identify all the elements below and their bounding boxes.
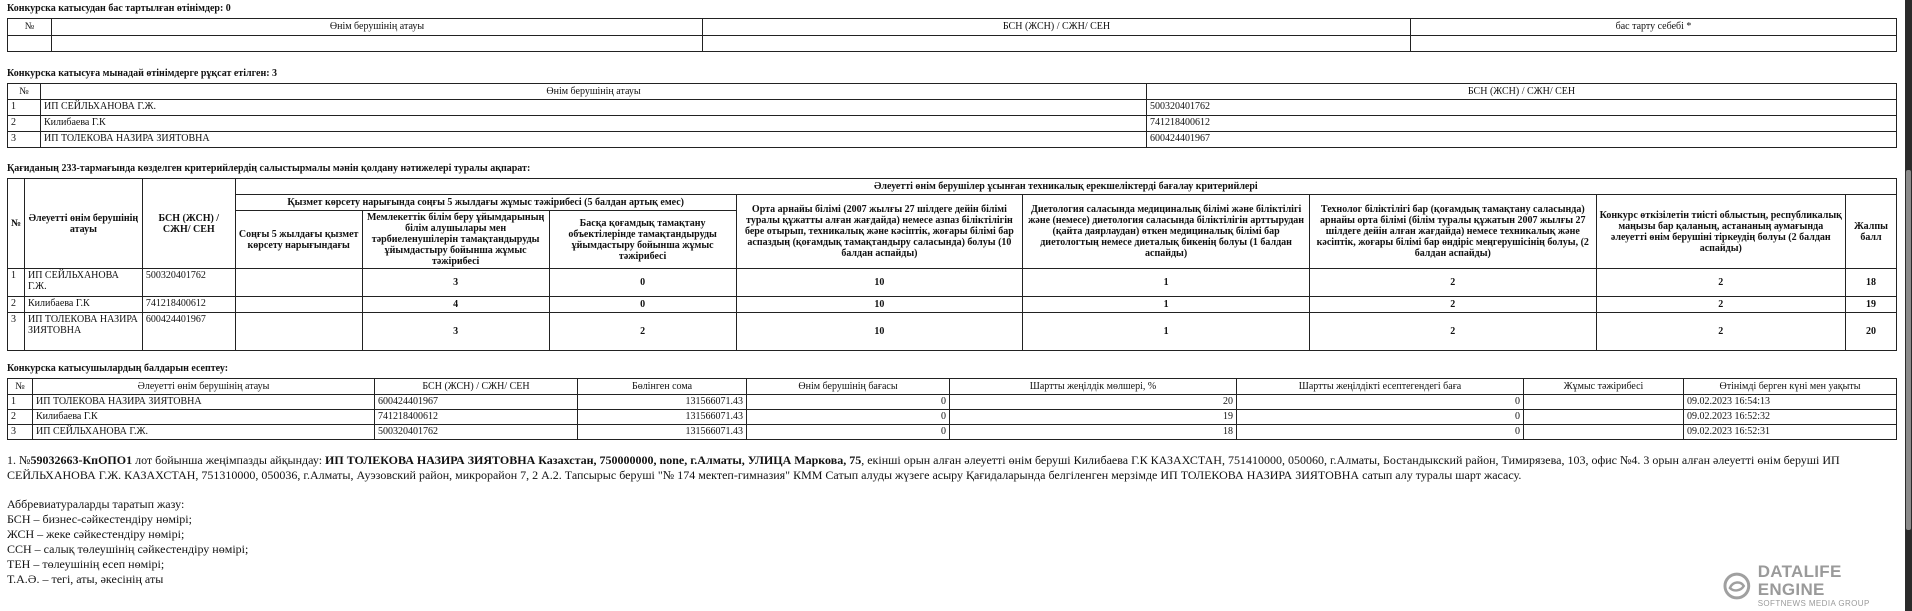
- supplier-name: Килибаева Г.К: [33, 410, 375, 425]
- col-region: Конкурс өткізілетін тиісті облыстың, республикалық маңызы бар қаланың, астананың аумағында әлеуетті өнім берушіні тіркеудің болуы (2 балдан аспайды): [1596, 195, 1845, 269]
- col-discount-percent: Шартты жеңілдік мөлшері, %: [950, 379, 1237, 395]
- supplier-bin: 741218400612: [1147, 116, 1897, 132]
- col-bin: БСН (ЖСН) / СЖН/ СЕН: [375, 379, 578, 395]
- lot-number: 59032663-КпОПО1: [30, 453, 133, 467]
- table-row: 2 Килибаева Г.К 741218400612 4 0 10 1 2 2 19: [8, 297, 1897, 313]
- admitted-table: [7, 83, 1897, 148]
- supplier-name: ИП ТОЛЕКОВА НАЗИРА ЗИЯТОВНА: [41, 132, 1147, 148]
- abbreviation-item: ТЕН – төлеушінің есеп нөмірі;: [7, 557, 165, 571]
- supplier-bin: 500320401762: [375, 425, 578, 440]
- col-exp-last5: Соңғы 5 жылдағы қызмет көрсету нарығындағы: [235, 211, 362, 269]
- watermark-brand: DATALIFE ENGINE: [1757, 562, 1842, 599]
- col-total: Жалпы балл: [1845, 195, 1896, 269]
- col-num: №: [8, 84, 41, 100]
- supplier-bin: 500320401762: [142, 269, 235, 297]
- supplier-bin: 500320401762: [1147, 100, 1897, 116]
- experience-group-header: Қызмет көрсету нарығында соңғы 5 жылдағы жұмыс тәжірибесі (5 балдан артық емес): [235, 195, 736, 211]
- supplier-name: ИП ТОЛЕКОВА НАЗИРА ЗИЯТОВНА: [33, 395, 375, 410]
- col-technologist: Технолог біліктілігі бар (қоғамдық тамақтану саласында) арнайы орта білімі (білім туралы құжатын 2007 жылғы 27 шілдеге дейін алған жағдайда) немесе техникалық және кәсіптік, жоғары білімі бар өндіріс меңгерушісінің болуы, (2 балдан аспайды): [1309, 195, 1596, 269]
- total-score: 20: [1845, 313, 1896, 351]
- col-num: №: [8, 379, 33, 395]
- col-refusal-reason: бас тарту себебі *: [1411, 19, 1897, 36]
- col-supplier-name: Әлеуетті өнім берушінің атауы: [33, 379, 375, 395]
- table-row: 3 ИП ТОЛЕКОВА НАЗИРА ЗИЯТОВНА 600424401967 3 2 10 1 2 2 20: [8, 313, 1897, 351]
- scrollbar-thumb[interactable]: [1906, 170, 1911, 530]
- datalife-logo-icon: [1722, 571, 1752, 601]
- col-dietologist: Диетология саласында медициналық білімі және біліктілігі және (немесе) диетология саласында біліктілігін арттырудан (қайта даярлаудан) өткен медициналық білімі бар диетологтың немесе диеталық бикенің болуы (1 балдан аспайды): [1023, 195, 1310, 269]
- supplier-name: ИП СЕЙЛЬХАНОВА Г.Ж.: [24, 269, 142, 297]
- watermark-sub: SOFTNEWS MEDIA GROUP: [1757, 599, 1870, 608]
- supplier-name: ИП ТОЛЕКОВА НАЗИРА ЗИЯТОВНА: [24, 313, 142, 351]
- criteria-table: [7, 178, 1897, 351]
- supplier-bin: 600424401967: [375, 395, 578, 410]
- table-row: 2 Килибаева Г.К 741218400612: [8, 116, 1897, 132]
- abbreviations-title: Аббревиатураларды таратып жазу:: [7, 497, 185, 511]
- criteria-group-header: Әлеуетті өнім берушілер ұсынған техникалық ерекшеліктерді бағалау критерийлері: [235, 179, 1896, 195]
- col-exp-state: Мемлекеттік білім беру ұйымдарының білім алушылары мен тәрбиеленушілерін тамақтандыруды ұйымдастыру бойынша жұмыс тәжірибесі: [362, 211, 549, 269]
- total-score: 19: [1845, 297, 1896, 313]
- table-row: 1 ИП ТОЛЕКОВА НАЗИРА ЗИЯТОВНА 600424401967 131566071.43 0 20 0 09.02.2023 16:54:13: [8, 395, 1897, 410]
- col-allocated-sum: Бөлінген сома: [578, 379, 747, 395]
- winner-info: ИП ТОЛЕКОВА НАЗИРА ЗИЯТОВНА Казахстан, 750000000, none, г.Алматы, УЛИЦА Маркова, 75: [325, 453, 862, 467]
- col-bin: БСН (ЖСН) / СЖН/ СЕН: [703, 19, 1411, 36]
- col-submission-datetime: Өтінімді берген күні мен уақыты: [1684, 379, 1897, 395]
- abbreviation-item: Т.А.Ә. – тегі, аты, әкесінің аты: [7, 572, 164, 586]
- table-row: 3 ИП ТОЛЕКОВА НАЗИРА ЗИЯТОВНА 600424401967: [8, 132, 1897, 148]
- vertical-scrollbar[interactable]: [1905, 0, 1912, 611]
- supplier-bin: 600424401967: [142, 313, 235, 351]
- supplier-name: Килибаева Г.К: [41, 116, 1147, 132]
- col-discounted-price: Шартты жеңілдікті есептегендегі баға: [1237, 379, 1524, 395]
- supplier-name: Килибаева Г.К: [24, 297, 142, 313]
- supplier-bin: 600424401967: [1147, 132, 1897, 148]
- supplier-bin: 741218400612: [375, 410, 578, 425]
- scores-section-title: Конкурска катысушылардың балдарын есептеу:: [7, 363, 229, 374]
- submission-datetime: 09.02.2023 16:52:32: [1684, 410, 1897, 425]
- abbreviation-item: БСН – бизнес-сәйкестендіру нөмірі;: [7, 512, 192, 526]
- col-exp-other: Басқа қоғамдық тамақтану объектілерінде тамақтандыруды ұйымдастыру бойынша жұмыс тәжірибесі: [549, 211, 736, 269]
- col-supplier-name: Әлеуетті өнім берушінің атауы: [24, 179, 142, 269]
- table-row: 3 ИП СЕЙЛЬХАНОВА Г.Ж. 500320401762 131566071.43 0 18 0 09.02.2023 16:52:31: [8, 425, 1897, 440]
- supplier-name: ИП СЕЙЛЬХАНОВА Г.Ж.: [41, 100, 1147, 116]
- col-supplier-name: Өнім берушінің атауы: [41, 84, 1147, 100]
- refused-table: [7, 18, 1897, 52]
- submission-datetime: 09.02.2023 16:52:31: [1684, 425, 1897, 440]
- admitted-section-title: Конкурска катысуға мынадай өтінімдерге рұқсат етілген: 3: [7, 68, 278, 79]
- table-row: [8, 36, 1897, 52]
- col-cook: Орта арнайы білімі (2007 жылғы 27 шілдеге дейін білімі туралы құжатты алған жағдайда) немесе азпаз біліктілігін бере отырып, техникалық және кәсіптік, жоғары білімі бар аспаздың (қоғамдық тамақтандыру саласында) болуы (10 балдан аспайды): [736, 195, 1023, 269]
- col-num: №: [8, 19, 52, 36]
- winner-summary: 1. №59032663-КпОПО1 лот бойынша жеңімпазды айқындау: ИП ТОЛЕКОВА НАЗИРА ЗИЯТОВНА Казахстан, 750000000, none, г.Алматы, УЛИЦА Маркова, 75, екінші орын алған әлеуетті өнім беруші Килибаева Г.К КАЗАХСТАН, 751410000, 050060, г.Алматы, Бостандыкский район, Тимирязева, 103, офис №4. 3 орын алған әлеуетті өнім беруші ИП СЕЙЛЬХАНОВА Г.Ж. КАЗАХСТАН, 751310000, 050036, г.Алматы, Ауэзовский район, микрорайон 7, 2 А.2. Тапсырыс беруші "№ 174 мектеп-гимназия" КММ Сатып алуды жүзеге асыру Қағидаларында белгіленген мерзімде ИП ТОЛЕКОВА НАЗИРА ЗИЯТОВНА сатып алу туралы шарт жасасу.: [7, 453, 1840, 482]
- submission-datetime: 09.02.2023 16:54:13: [1684, 395, 1897, 410]
- table-row: 1 ИП СЕЙЛЬХАНОВА Г.Ж. 500320401762: [8, 100, 1897, 116]
- col-num: №: [8, 179, 25, 269]
- col-supplier-name: Өнім берушінің атауы: [52, 19, 703, 36]
- col-work-experience: Жұмыс тәжірибесі: [1524, 379, 1684, 395]
- scores-table: [7, 378, 1897, 440]
- col-bin: БСН (ЖСН) / СЖН/ СЕН: [142, 179, 235, 269]
- table-row: 1 ИП СЕЙЛЬХАНОВА Г.Ж. 500320401762 3 0 10 1 2 2 18: [8, 269, 1897, 297]
- supplier-bin: 741218400612: [142, 297, 235, 313]
- refused-section-title: Конкурска катысудан бас тартылған өтінімдер: 0: [7, 3, 231, 14]
- datalife-watermark: [1722, 563, 1912, 608]
- col-bin: БСН (ЖСН) / СЖН/ СЕН: [1147, 84, 1897, 100]
- abbreviation-item: ССН – салық төлеушінің сәйкестендіру нөмірі;: [7, 542, 249, 556]
- col-supplier-price: Өнім берушінің бағасы: [747, 379, 950, 395]
- abbreviations-list: [7, 497, 1897, 587]
- total-score: 18: [1845, 269, 1896, 297]
- abbreviation-item: ЖСН – жеке сәйкестендіру нөмірі;: [7, 527, 185, 541]
- table-row: 2 Килибаева Г.К 741218400612 131566071.43 0 19 0 09.02.2023 16:52:32: [8, 410, 1897, 425]
- criteria-section-title: Қағиданың 233-тармағында көзделген критерийлердің салыстырмалы мәнін қолдану нәтижелері туралы ақпарат:: [7, 163, 531, 174]
- supplier-name: ИП СЕЙЛЬХАНОВА Г.Ж.: [33, 425, 375, 440]
